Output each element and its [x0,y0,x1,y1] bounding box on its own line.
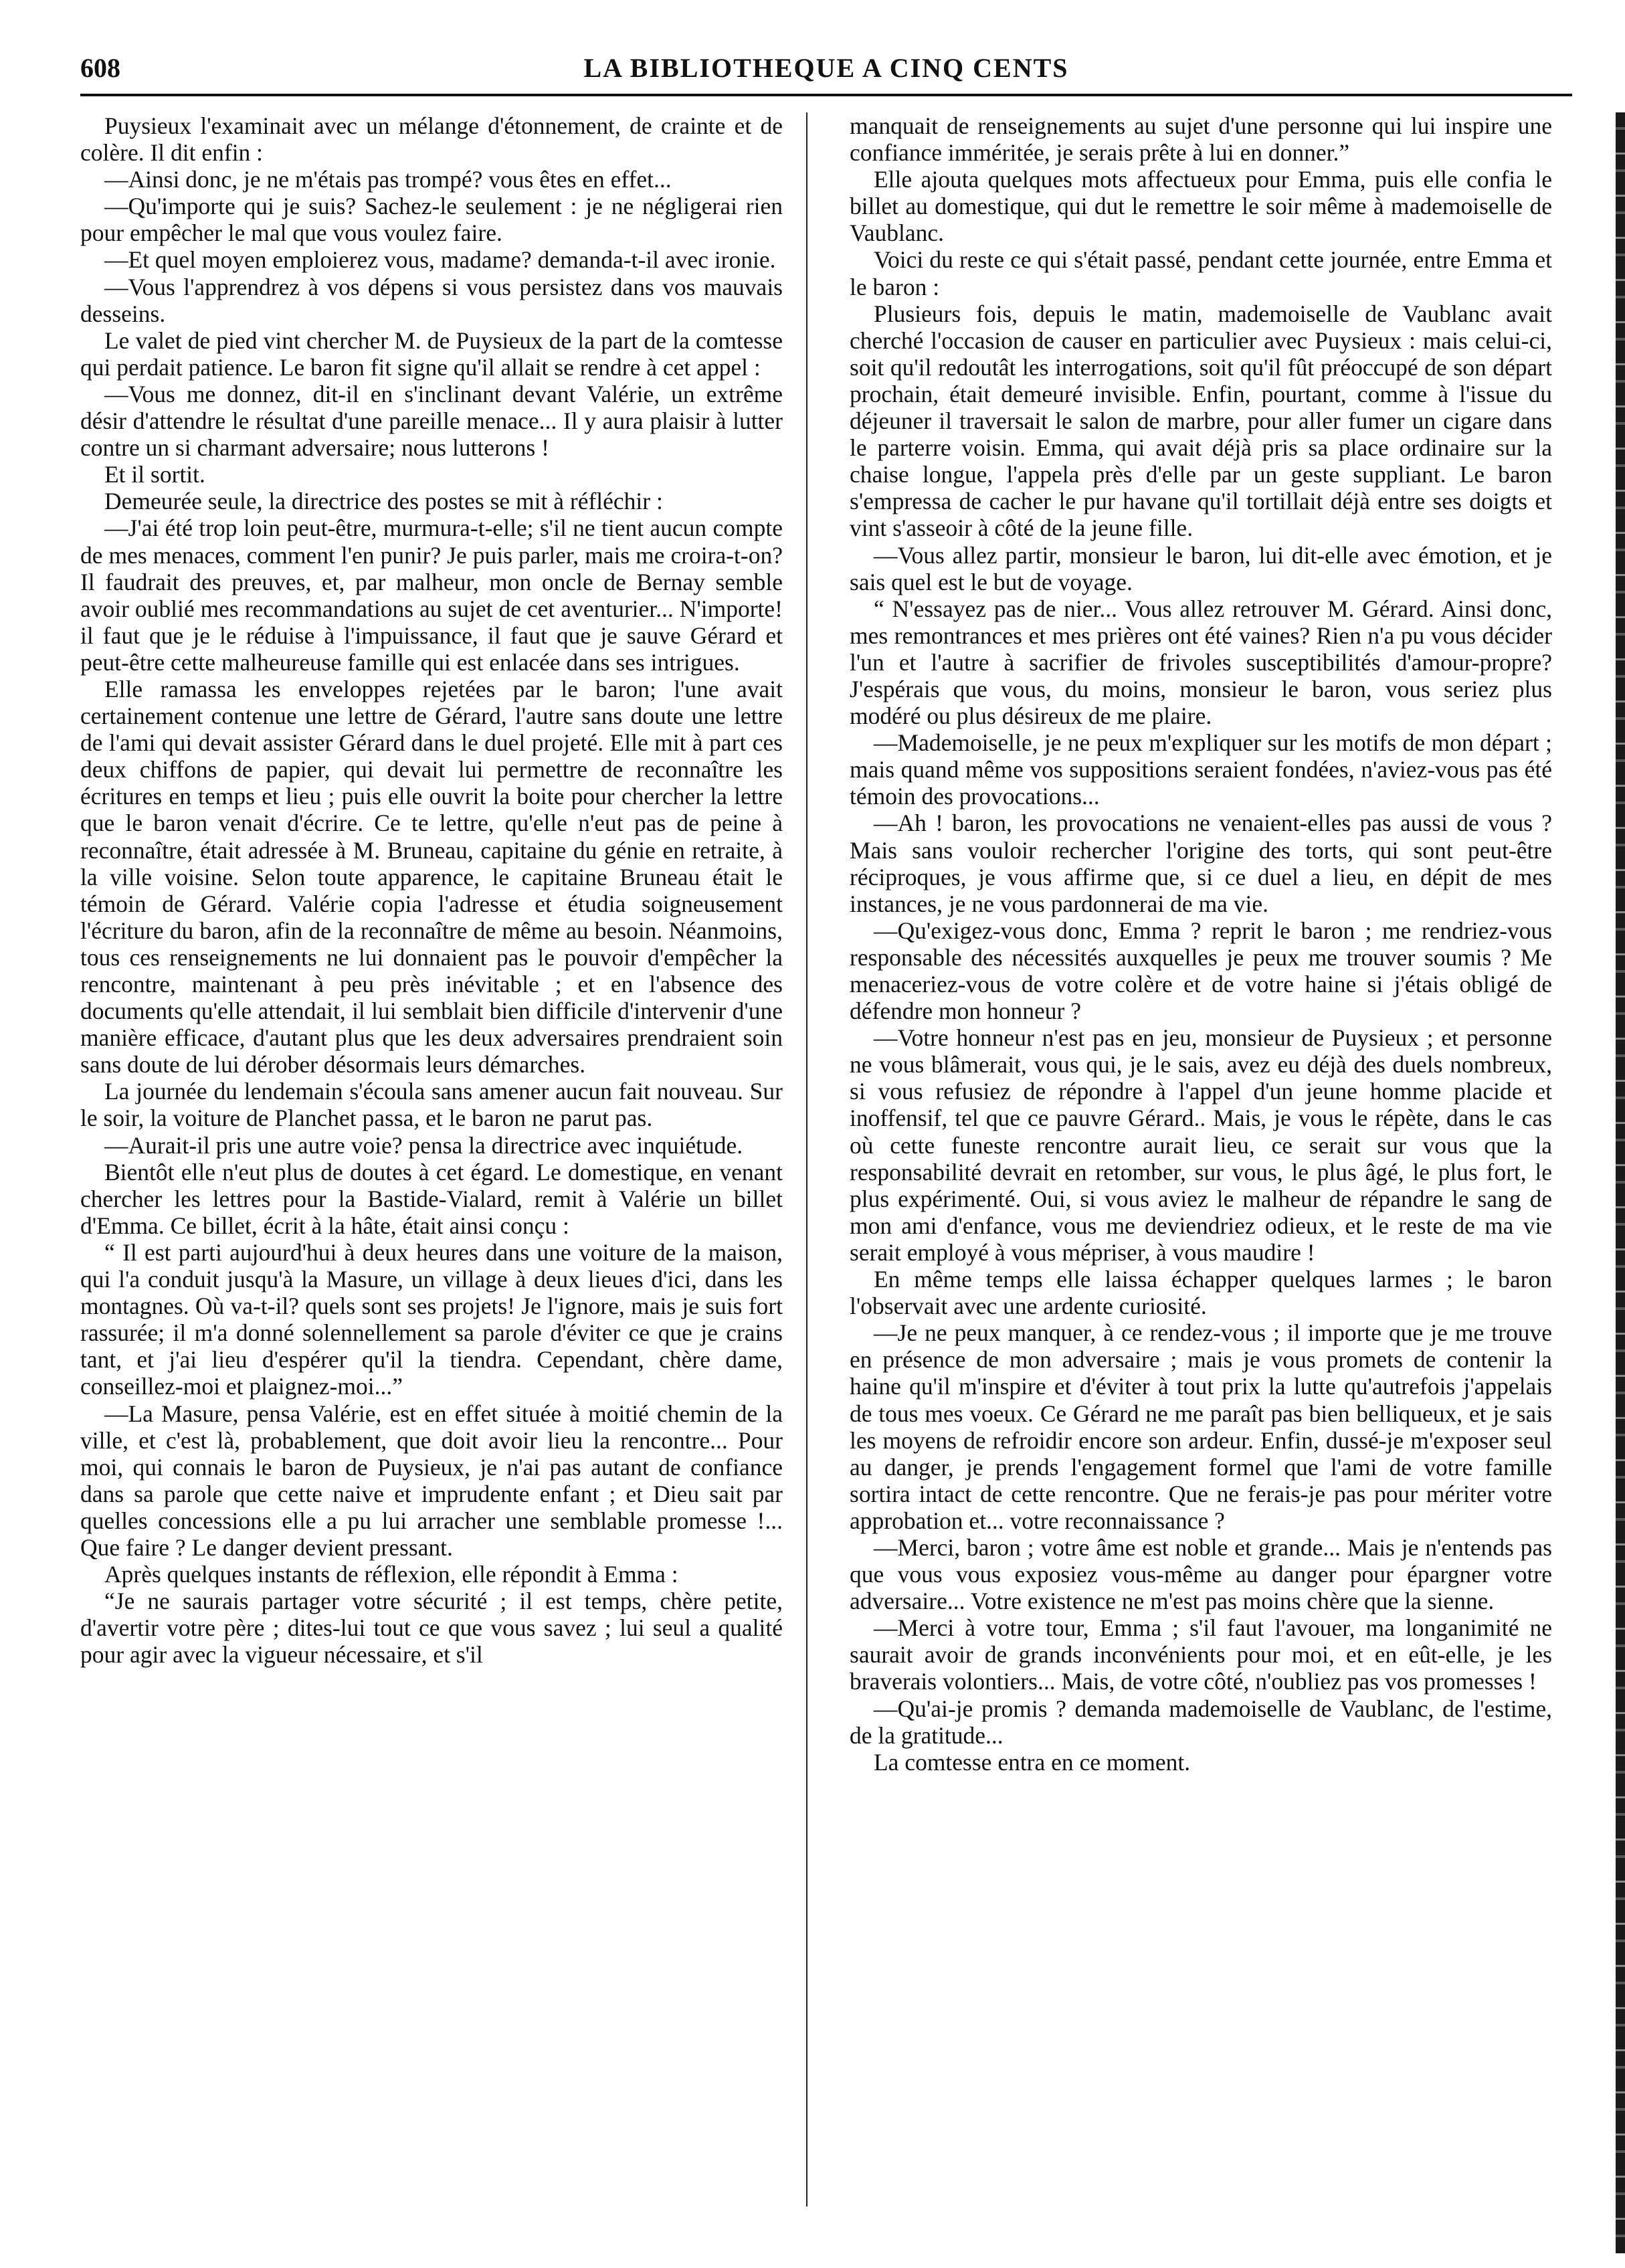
paragraph: —Ah ! baron, les provocations ne venaient-elles pas aussi de vous ? Mais sans vouloir rechercher l'origine des torts, qui sont peut-être réciproques, je vous affirme que, si ce duel a lieu, en dépit de mes instances, je ne vous pardonnerai de ma vie. [850,810,1552,917]
paragraph: —Ainsi donc, je ne m'étais pas trompé? vous êtes en effet... [104,166,672,193]
paragraph: “Je ne saurais partager votre sécurité ; il est temps, chère petite, d'avertir votre père ; dites-lui tout ce que vous savez ; lui seul a qualité pour agir avec la vigueur nécessaire, et s'il [80,1588,783,1669]
paragraph: Bientôt elle n'eut plus de doutes à cet égard. Le domestique, en venant chercher les lettres pour la Bastide-Vialard, remit à Valérie un billet d'Emma. Ce billet, écrit à la hâte, était ainsi conçu : [80,1158,783,1239]
paragraph: Le valet de pied vint chercher M. de Puysieux de la part de la comtesse qui perdait patience. Le baron fit signe qu'il allait se rendre à cet appel : [80,326,783,381]
header-rule [80,94,1572,96]
paragraph: “ Il est parti aujourd'hui à deux heures dans une voiture de la maison, qui l'a conduit jusqu'à la Masure, un village à deux lieues d'ici, dans les montagnes. Où va-t-il? quels sont ses projets! Je l'ignore, mais je suis fort rassurée; il m'a donné solennellement sa parole d'éviter ce que je crains tant, et j'ai lieu d'espérer qu'il la tiendra. Cependant, chère dame, conseillez-moi et plaignez-moi...” [80,1238,783,1400]
paragraph: Elle ramassa les enveloppes rejetées par le baron; l'une avait certainement contenue une lettre de Gérard, l'autre sans doute une lettre de l'ami qui devait assister Gérard dans le duel projeté. Elle mit à part ces deux chiffons de papier, qui devait lui permettre de reconnaître les écritures en temps et lieu ; puis elle ouvrit la boite pour chercher la lettre que le baron venait d'écrire. Ce te lettre, qu'elle n'eut pas de peine à reconnaître, était adressée à M. Bruneau, capitaine du génie en retraite, à la ville voisine. Selon toute apparence, le capitaine Bruneau était le témoin de Gérard. Valérie copia l'adresse et étudia soigneusement l'écriture du baron, afin de la reconnaître de même au besoin. Néanmoins, tous ces renseignements ne lui donnaient pas le pouvoir d'empêcher la rencontre, maintenant à peu près inévitable ; et en l'absence des documents qu'elle attendait, il lui semblait bien difficile d'intervenir d'une manière efficace, d'autant plus que les deux adversaires prendraient soin sans doute de lui dérober désormais leurs démarches. [80,675,783,1078]
paragraph: “ N'essayez pas de nier... Vous allez retrouver M. Gérard. Ainsi donc, mes remontrances et mes prières ont été vaines? Rien n'a pu vous décider l'un et l'autre à sacrifier de frivoles susceptibilités d'amour-propre? J'espérais que vous, du moins, monsieur le baron, vous seriez plus modéré ou plus désireux de me plaire. [850,595,1552,730]
paragraph: —Vous me donnez, dit-il en s'inclinant devant Valérie, un extrême désir d'attendre le résultat d'une pareille menace... Il y aura plaisir à lutter contre un si charmant adversaire; nous lutterons ! [80,380,783,462]
paragraph: Elle ajouta quelques mots affectueux pour Emma, puis elle confia le billet au domestique, qui dut le remettre le soir même à mademoiselle de Vaublanc. [850,166,1552,247]
page-number: 608 [80,53,120,83]
paragraph: manquait de renseignements au sujet d'une personne qui lui inspire une confiance imméritée, je serais prête à lui en donner.” [850,112,1552,167]
paragraph: —Et quel moyen emploierez vous, madame? demanda-t-il avec ironie. [104,246,776,274]
page-header [80,52,1572,92]
paragraph: Demeurée seule, la directrice des postes se mit à réfléchir : [104,488,663,515]
paragraph: —Merci, baron ; votre âme est noble et grande... Mais je n'entends pas que vous vous exposiez vous-même au danger pour épargner votre adversaire... Votre existence ne m'est pas moins chère que la sienne. [850,1533,1552,1615]
paragraph: —Aurait-il pris une autre voie? pensa la directrice avec inquiétude. [104,1131,743,1159]
paragraph: —Qu'ai-je promis ? demanda mademoiselle de Vaublanc, de l'estime, de la gratitude... [850,1695,1552,1749]
paragraph: —Vous l'apprendrez à vos dépens si vous persistez dans vos mauvais desseins. [80,273,783,327]
running-title: LA BIBLIOTHEQUE A CINQ CENTS [583,53,1069,83]
paragraph: En même temps elle laissa échapper quelques larmes ; le baron l'observait avec une ardente curiosité. [850,1266,1552,1320]
paragraph: La comtesse entra en ce moment. [874,1748,1191,1776]
paragraph: —Qu'importe qui je suis? Sachez-le seulement : je ne négligerai rien pour empêcher le mal que vous voulez faire. [80,193,783,247]
paragraph: Plusieurs fois, depuis le matin, mademoiselle de Vaublanc avait cherché l'occasion de causer en particulier avec Puysieux : mais celui-ci, soit qu'il redoutât les interrogations, soit qu'il fût préoccupé de son départ prochain, était demeuré invisible. Enfin, pourtant, comme à l'issue du déjeuner il traversait le salon de marbre, pour aller fumer un cigare dans le parterre voisin. Emma, qui avait déjà pris sa place ordinaire sur la chaise longue, l'appela près d'elle par un geste suppliant. Le baron s'empressa de cacher le pur havane qu'il tortillait déjà entre ses doigts et vint s'asseoir à côté de la jeune fille. [850,300,1552,542]
paragraph: Voici du reste ce qui s'était passé, pendant cette journée, entre Emma et le baron : [850,246,1552,300]
paragraph: —Je ne peux manquer, à ce rendez-vous ; il importe que je me trouve en présence de mon adversaire ; mais je vous promets de contenir la haine qu'il m'inspire et d'éviter à tout prix la lutte qu'autrefois j'appelais de tous mes voeux. Ce Gérard ne me paraît pas bien belliqueux, et je sais les moyens de refroidir encore son ardeur. Enfin, dussé-je m'exposer seul au danger, je prends l'engagement formel que l'ami de votre famille sortira intact de cette rencontre. Que ne ferais-je pas pour mériter votre approbation et... votre reconnaissance ? [850,1319,1552,1534]
paragraph: La journée du lendemain s'écoula sans amener aucun fait nouveau. Sur le soir, la voiture de Planchet passa, et le baron ne parut pas. [80,1078,783,1132]
right-column [850,112,1552,2206]
paragraph: Puysieux l'examinait avec un mélange d'étonnement, de crainte et de colère. Il dit enfin : [80,112,783,167]
left-column [80,112,783,2206]
paragraph: —Mademoiselle, je ne peux m'expliquer sur les motifs de mon départ ; mais quand même vos suppositions seraient fondées, n'aviez-vous pas été témoin des provocations... [850,729,1552,810]
column-divider [806,112,807,2206]
paragraph: —Merci à votre tour, Emma ; s'il faut l'avouer, ma longanimité ne saurait avoir de grands inconvénients pour moi, et en eût-elle, je les braverais volontiers... Mais, de votre côté, n'oubliez pas vos promesses ! [850,1614,1552,1695]
paragraph: Après quelques instants de réflexion, elle répondit à Emma : [104,1561,678,1588]
paragraph: —Qu'exigez-vous donc, Emma ? reprit le baron ; me rendriez-vous responsable des nécessités auxquelles je peux me trouver soumis ? Me menaceriez-vous de votre colère et de votre haine si j'étais obligé de défendre mon honneur ? [850,917,1552,1025]
paragraph: —J'ai été trop loin peut-être, murmura-t-elle; s'il ne tient aucun compte de mes menaces, comment l'en punir? Je puis parler, mais me croira-t-on? Il faudrait des preuves, et, par malheur, mon oncle de Bernay semble avoir oublié mes recommandations au sujet de cet aventurier... N'importe! il faut que je le réduise à l'impuissance, il faut que je sauve Gérard et peut-être cette malheureuse famille qui est enlacée dans ses intrigues. [80,514,783,676]
paragraph: —Votre honneur n'est pas en jeu, monsieur de Puysieux ; et personne ne vous blâmerait, vous qui, je le sais, avez eu déjà des duels nombreux, si vous refusiez de répondre à l'appel d'un jeune homme placide et inoffensif, tel que ce pauvre Gérard.. Mais, je vous le répète, dans le cas où cette funeste rencontre aurait lieu, ce serait sur vous que la responsabilité devrait en retomber, sur vous, le plus âgé, le plus fort, le plus expérimenté. Oui, si vous aviez le malheur de répandre le sang de mon ami d'enfance, vous me deviendriez odieux, et le reste de ma vie serait employé à vous mépriser, à vous maudire ! [850,1024,1552,1266]
paragraph: —Vous allez partir, monsieur le baron, lui dit-elle avec émotion, et je sais quel est le but de voyage. [850,541,1552,595]
scanned-page-edge [1616,112,1625,2253]
paragraph: Et il sortit. [104,461,205,488]
paragraph: —La Masure, pensa Valérie, est en effet située à moitié chemin de la ville, et c'est là, probablement, que doit avoir lieu la rencontre... Pour moi, qui connais le baron de Puysieux, je n'ai pas autant de confiance dans sa parole que cette naive et imprudente enfant ; et Dieu sait par quelles concessions elle a pu lui arracher une semblable promesse !... Que faire ? Le danger devient pressant. [80,1400,783,1561]
